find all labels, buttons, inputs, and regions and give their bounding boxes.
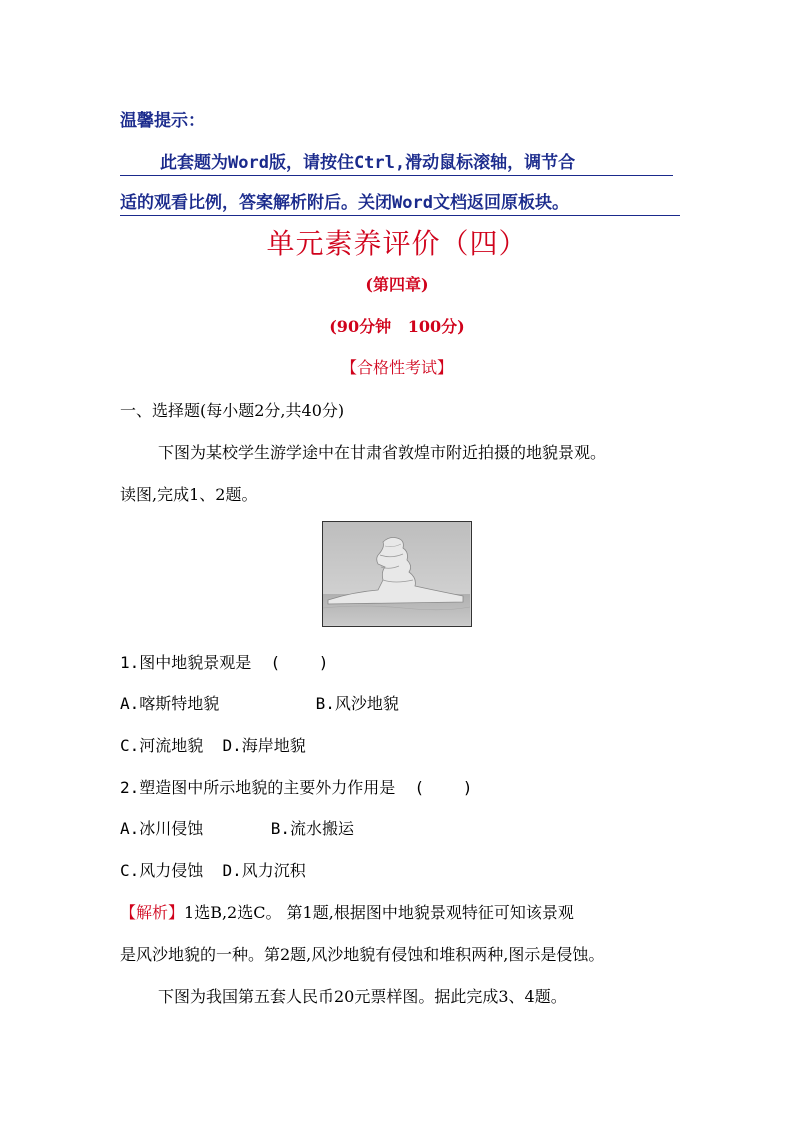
exam-type-label: 【合格性考试】: [340, 358, 453, 377]
tip-line-1: 此套题为Word版，请按住Ctrl,滑动鼠标滚轴，调节合: [120, 148, 673, 176]
question-1-stem: 1.图中地貌景观是 ( ): [120, 653, 329, 672]
analysis-line-1: [120, 900, 574, 923]
question-2-options-cd: C.风力侵蚀 D.风力沉积: [120, 861, 306, 880]
tip-line-2: 适的观看比例，答案解析附后。关闭Word文档返回原板块。: [120, 188, 680, 216]
intro-line-1: 下图为某校学生游学途中在甘肃省敦煌市附近拍摄的地貌景观。: [158, 443, 607, 462]
landform-photo: [322, 521, 472, 627]
chapter-label: (第四章): [365, 275, 429, 294]
question-1-options-cd: C.河流地貌 D.海岸地貌: [120, 736, 306, 755]
intro-line-2: 读图,完成1、2题。: [120, 485, 258, 504]
yardang-landform-image: [323, 522, 470, 625]
tip-title: 温馨提示：: [120, 111, 205, 131]
section-heading: 一、选择题(每小题2分,共40分): [120, 401, 345, 420]
analysis-line-2: 是风沙地貌的一种。第2题,风沙地貌有侵蚀和堆积两种,图示是侵蚀。: [120, 945, 605, 964]
next-question-intro: 下图为我国第五套人民币20元票样图。据此完成3、4题。: [158, 987, 567, 1006]
time-score-label: (90分钟 100分): [329, 317, 465, 336]
question-1-options-ab: A.喀斯特地貌 B.风沙地貌: [120, 694, 399, 713]
page-title: 单元素养评价（四）: [266, 227, 528, 260]
question-2-stem: 2.塑造图中所示地貌的主要外力作用是 ( ): [120, 778, 473, 797]
question-2-options-ab: A.冰川侵蚀 B.流水搬运: [120, 819, 354, 838]
analysis-text-1: 1选B,2选C。 第1题,根据图中地貌景观特征可知该景观: [184, 903, 574, 922]
analysis-tag: 【解析】: [120, 903, 185, 922]
